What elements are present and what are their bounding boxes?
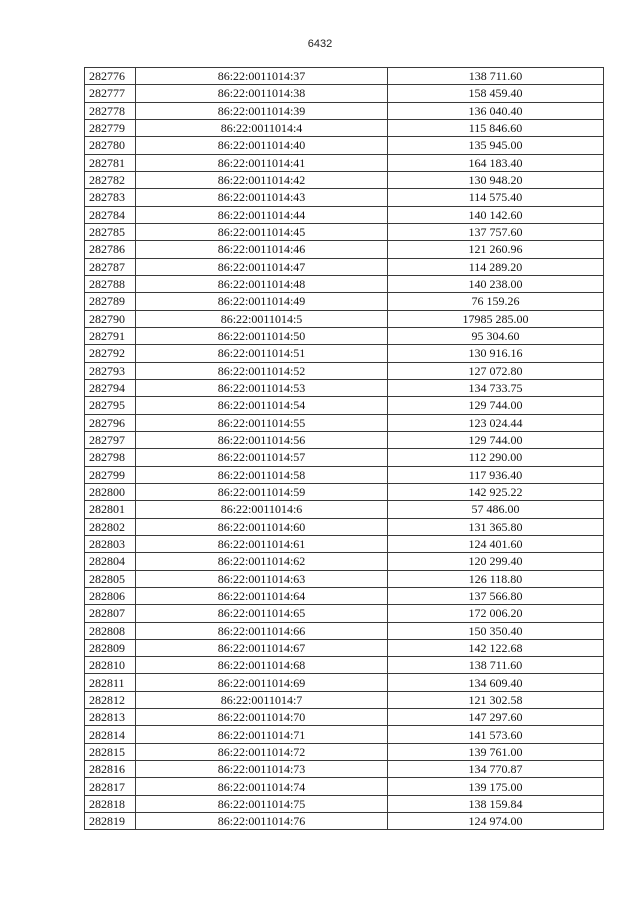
row-number-cell: 282785 xyxy=(85,223,136,240)
row-number-cell: 282784 xyxy=(85,206,136,223)
row-number-cell: 282811 xyxy=(85,674,136,691)
cadastral-value-cell: 137 757.60 xyxy=(388,223,604,240)
row-number-cell: 282786 xyxy=(85,241,136,258)
row-number-cell: 282809 xyxy=(85,639,136,656)
cadastral-value-cell: 142 122.68 xyxy=(388,639,604,656)
cadastral-number-cell: 86:22:0011014:73 xyxy=(136,761,388,778)
cadastral-number-cell: 86:22:0011014:40 xyxy=(136,137,388,154)
cadastral-value-cell: 127 072.80 xyxy=(388,362,604,379)
cadastral-value-cell: 76 159.26 xyxy=(388,293,604,310)
cadastral-value-cell: 138 711.60 xyxy=(388,657,604,674)
row-number-cell: 282783 xyxy=(85,189,136,206)
row-number-cell: 282777 xyxy=(85,85,136,102)
cadastral-number-cell: 86:22:0011014:39 xyxy=(136,102,388,119)
cadastral-number-cell: 86:22:0011014:45 xyxy=(136,223,388,240)
cadastral-value-cell: 164 183.40 xyxy=(388,154,604,171)
cadastral-value-cell: 134 609.40 xyxy=(388,674,604,691)
cadastral-number-cell: 86:22:0011014:54 xyxy=(136,397,388,414)
cadastral-number-cell: 86:22:0011014:63 xyxy=(136,570,388,587)
row-number-cell: 282776 xyxy=(85,68,136,85)
cadastral-number-cell: 86:22:0011014:47 xyxy=(136,258,388,275)
cadastral-number-cell: 86:22:0011014:52 xyxy=(136,362,388,379)
row-number-cell: 282802 xyxy=(85,518,136,535)
row-number-cell: 282803 xyxy=(85,535,136,552)
cadastral-number-cell: 86:22:0011014:76 xyxy=(136,813,388,830)
cadastral-number-cell: 86:22:0011014:64 xyxy=(136,587,388,604)
table-row xyxy=(85,414,604,431)
row-number-cell: 282798 xyxy=(85,449,136,466)
row-number-cell: 282782 xyxy=(85,171,136,188)
row-number-cell: 282789 xyxy=(85,293,136,310)
cadastral-value-cell: 124 974.00 xyxy=(388,813,604,830)
cadastral-value-cell: 135 945.00 xyxy=(388,137,604,154)
cadastral-number-cell: 86:22:0011014:55 xyxy=(136,414,388,431)
cadastral-value-cell: 17985 285.00 xyxy=(388,310,604,327)
row-number-cell: 282805 xyxy=(85,570,136,587)
row-number-cell: 282812 xyxy=(85,691,136,708)
cadastral-value-cell: 126 118.80 xyxy=(388,570,604,587)
row-number-cell: 282795 xyxy=(85,397,136,414)
row-number-cell: 282790 xyxy=(85,310,136,327)
cadastral-number-cell: 86:22:0011014:60 xyxy=(136,518,388,535)
row-number-cell: 282788 xyxy=(85,275,136,292)
cadastral-value-cell: 57 486.00 xyxy=(388,501,604,518)
cadastral-value-cell: 142 925.22 xyxy=(388,483,604,500)
cadastral-number-cell: 86:22:0011014:61 xyxy=(136,535,388,552)
row-number-cell: 282814 xyxy=(85,726,136,743)
row-number-cell: 282808 xyxy=(85,622,136,639)
cadastral-value-cell: 139 175.00 xyxy=(388,778,604,795)
table-row xyxy=(85,553,604,570)
table-row xyxy=(85,622,604,639)
cadastral-value-cell: 123 024.44 xyxy=(388,414,604,431)
row-number-cell: 282804 xyxy=(85,553,136,570)
row-number-cell: 282779 xyxy=(85,119,136,136)
table-row xyxy=(85,102,604,119)
cadastral-value-cell: 129 744.00 xyxy=(388,431,604,448)
cadastral-number-cell: 86:22:0011014:44 xyxy=(136,206,388,223)
cadastral-value-cell: 112 290.00 xyxy=(388,449,604,466)
row-number-cell: 282793 xyxy=(85,362,136,379)
table-row xyxy=(85,674,604,691)
table-row xyxy=(85,293,604,310)
table-row xyxy=(85,431,604,448)
cadastral-value-cell: 131 365.80 xyxy=(388,518,604,535)
row-number-cell: 282781 xyxy=(85,154,136,171)
cadastral-number-cell: 86:22:0011014:58 xyxy=(136,466,388,483)
row-number-cell: 282794 xyxy=(85,379,136,396)
row-number-cell: 282815 xyxy=(85,743,136,760)
row-number-cell: 282810 xyxy=(85,657,136,674)
cadastral-number-cell: 86:22:0011014:51 xyxy=(136,345,388,362)
cadastral-number-cell: 86:22:0011014:37 xyxy=(136,68,388,85)
table-row xyxy=(85,345,604,362)
cadastral-value-cell: 140 142.60 xyxy=(388,206,604,223)
cadastral-value-cell: 124 401.60 xyxy=(388,535,604,552)
cadastral-value-cell: 172 006.20 xyxy=(388,605,604,622)
table-row xyxy=(85,189,604,206)
cadastral-value-cell: 134 770.87 xyxy=(388,761,604,778)
row-number-cell: 282791 xyxy=(85,327,136,344)
cadastral-number-cell: 86:22:0011014:67 xyxy=(136,639,388,656)
cadastral-number-cell: 86:22:0011014:50 xyxy=(136,327,388,344)
table-row xyxy=(85,501,604,518)
row-number-cell: 282818 xyxy=(85,795,136,812)
table-row xyxy=(85,68,604,85)
table-row xyxy=(85,397,604,414)
cadastral-number-cell: 86:22:0011014:62 xyxy=(136,553,388,570)
cadastral-value-cell: 114 575.40 xyxy=(388,189,604,206)
cadastral-number-cell: 86:22:0011014:38 xyxy=(136,85,388,102)
cadastral-value-cell: 114 289.20 xyxy=(388,258,604,275)
cadastral-value-table xyxy=(84,67,604,830)
table-row xyxy=(85,813,604,830)
table-row xyxy=(85,137,604,154)
table-row xyxy=(85,761,604,778)
cadastral-value-cell: 134 733.75 xyxy=(388,379,604,396)
cadastral-value-cell: 150 350.40 xyxy=(388,622,604,639)
table-row xyxy=(85,85,604,102)
table-row xyxy=(85,206,604,223)
cadastral-number-cell: 86:22:0011014:4 xyxy=(136,119,388,136)
cadastral-number-cell: 86:22:0011014:53 xyxy=(136,379,388,396)
cadastral-number-cell: 86:22:0011014:48 xyxy=(136,275,388,292)
cadastral-number-cell: 86:22:0011014:65 xyxy=(136,605,388,622)
cadastral-number-cell: 86:22:0011014:49 xyxy=(136,293,388,310)
table-row xyxy=(85,310,604,327)
cadastral-value-cell: 138 159.84 xyxy=(388,795,604,812)
cadastral-value-cell: 130 916.16 xyxy=(388,345,604,362)
table-row xyxy=(85,726,604,743)
row-number-cell: 282816 xyxy=(85,761,136,778)
cadastral-number-cell: 86:22:0011014:70 xyxy=(136,709,388,726)
cadastral-value-cell: 158 459.40 xyxy=(388,85,604,102)
row-number-cell: 282817 xyxy=(85,778,136,795)
row-number-cell: 282801 xyxy=(85,501,136,518)
table-row xyxy=(85,379,604,396)
table-row xyxy=(85,362,604,379)
row-number-cell: 282780 xyxy=(85,137,136,154)
cadastral-value-cell: 121 302.58 xyxy=(388,691,604,708)
table-row xyxy=(85,518,604,535)
table-row xyxy=(85,657,604,674)
cadastral-number-cell: 86:22:0011014:59 xyxy=(136,483,388,500)
row-number-cell: 282813 xyxy=(85,709,136,726)
table-row xyxy=(85,241,604,258)
table-row xyxy=(85,795,604,812)
row-number-cell: 282799 xyxy=(85,466,136,483)
cadastral-number-cell: 86:22:0011014:42 xyxy=(136,171,388,188)
cadastral-value-cell: 138 711.60 xyxy=(388,68,604,85)
cadastral-value-cell: 136 040.40 xyxy=(388,102,604,119)
cadastral-value-cell: 140 238.00 xyxy=(388,275,604,292)
table-row xyxy=(85,466,604,483)
row-number-cell: 282819 xyxy=(85,813,136,830)
row-number-cell: 282787 xyxy=(85,258,136,275)
cadastral-value-cell: 147 297.60 xyxy=(388,709,604,726)
table-row xyxy=(85,258,604,275)
cadastral-value-cell: 120 299.40 xyxy=(388,553,604,570)
cadastral-value-cell: 141 573.60 xyxy=(388,726,604,743)
table-row xyxy=(85,223,604,240)
table-row xyxy=(85,709,604,726)
row-number-cell: 282792 xyxy=(85,345,136,362)
table-row xyxy=(85,119,604,136)
row-number-cell: 282807 xyxy=(85,605,136,622)
row-number-cell: 282796 xyxy=(85,414,136,431)
table-row xyxy=(85,275,604,292)
cadastral-value-cell: 130 948.20 xyxy=(388,171,604,188)
cadastral-number-cell: 86:22:0011014:57 xyxy=(136,449,388,466)
table-row xyxy=(85,327,604,344)
cadastral-value-cell: 129 744.00 xyxy=(388,397,604,414)
cadastral-value-cell: 137 566.80 xyxy=(388,587,604,604)
row-number-cell: 282806 xyxy=(85,587,136,604)
table-row xyxy=(85,570,604,587)
table-row xyxy=(85,535,604,552)
cadastral-number-cell: 86:22:0011014:71 xyxy=(136,726,388,743)
table-row xyxy=(85,587,604,604)
row-number-cell: 282797 xyxy=(85,431,136,448)
cadastral-value-cell: 95 304.60 xyxy=(388,327,604,344)
cadastral-number-cell: 86:22:0011014:68 xyxy=(136,657,388,674)
cadastral-number-cell: 86:22:0011014:69 xyxy=(136,674,388,691)
cadastral-number-cell: 86:22:0011014:75 xyxy=(136,795,388,812)
cadastral-number-cell: 86:22:0011014:7 xyxy=(136,691,388,708)
table-row xyxy=(85,154,604,171)
cadastral-value-cell: 139 761.00 xyxy=(388,743,604,760)
cadastral-value-cell: 117 936.40 xyxy=(388,466,604,483)
table-body xyxy=(85,68,604,830)
cadastral-number-cell: 86:22:0011014:66 xyxy=(136,622,388,639)
cadastral-value-cell: 115 846.60 xyxy=(388,119,604,136)
row-number-cell: 282800 xyxy=(85,483,136,500)
table-row xyxy=(85,743,604,760)
page-number: 6432 xyxy=(307,38,333,50)
table-row xyxy=(85,483,604,500)
table-row xyxy=(85,171,604,188)
table-row xyxy=(85,639,604,656)
table-row xyxy=(85,449,604,466)
cadastral-number-cell: 86:22:0011014:72 xyxy=(136,743,388,760)
cadastral-number-cell: 86:22:0011014:46 xyxy=(136,241,388,258)
cadastral-number-cell: 86:22:0011014:56 xyxy=(136,431,388,448)
cadastral-number-cell: 86:22:0011014:5 xyxy=(136,310,388,327)
table-row xyxy=(85,778,604,795)
cadastral-number-cell: 86:22:0011014:43 xyxy=(136,189,388,206)
row-number-cell: 282778 xyxy=(85,102,136,119)
cadastral-value-cell: 121 260.96 xyxy=(388,241,604,258)
table-row xyxy=(85,605,604,622)
cadastral-number-cell: 86:22:0011014:74 xyxy=(136,778,388,795)
cadastral-number-cell: 86:22:0011014:6 xyxy=(136,501,388,518)
cadastral-number-cell: 86:22:0011014:41 xyxy=(136,154,388,171)
table-row xyxy=(85,691,604,708)
